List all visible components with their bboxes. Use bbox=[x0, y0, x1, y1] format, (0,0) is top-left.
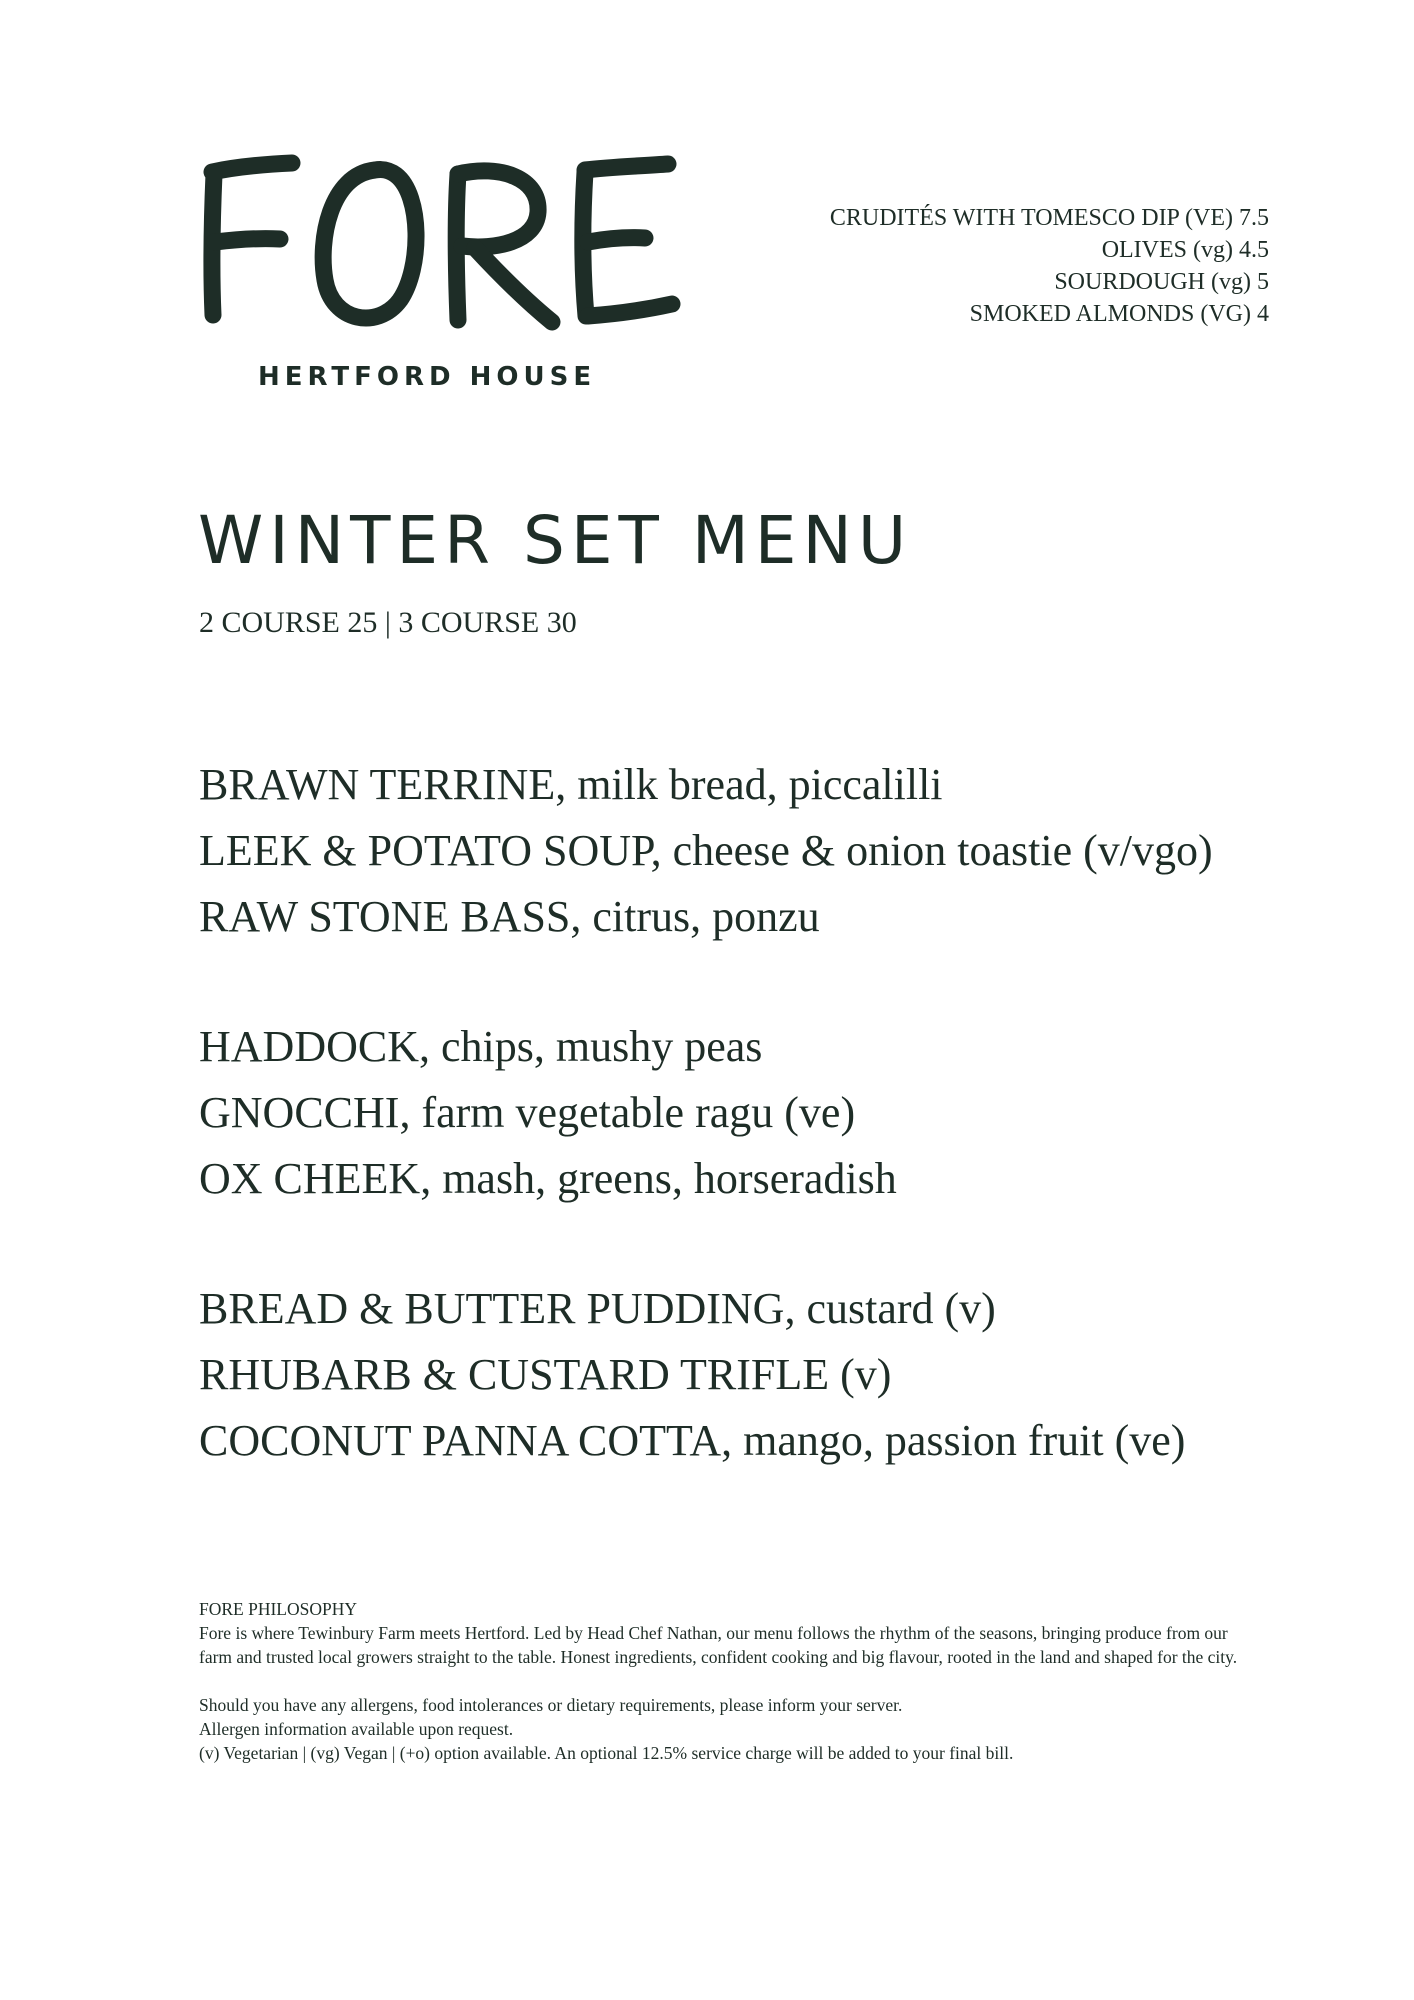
menu-price: 2 COURSE 25 | 3 COURSE 30 bbox=[199, 606, 577, 639]
menu-title: WINTER SET MENU bbox=[198, 502, 913, 579]
dish-item: LEEK & POTATO SOUP, cheese & onion toastie (v/vgo) bbox=[199, 826, 1213, 875]
dish-item: COCONUT PANNA COTTA, mango, passion fruit (ve) bbox=[199, 1416, 1186, 1465]
snack-item: SMOKED ALMONDS (VG) 4 bbox=[969, 301, 1269, 327]
dish-item: BREAD & BUTTER PUDDING, custard (v) bbox=[199, 1284, 996, 1333]
fore-logo bbox=[200, 150, 700, 340]
philosophy-heading: FORE PHILOSOPHY bbox=[199, 1599, 358, 1619]
dish-item: BRAWN TERRINE, milk bread, piccalilli bbox=[199, 760, 943, 809]
allergen-notice: Should you have any allergens, food intolerances or dietary requirements, please inform your server. bbox=[199, 1695, 903, 1715]
dietary-key: (v) Vegetarian | (vg) Vegan | (+o) option available. An optional 12.5% service charge will be added to your final bill. bbox=[199, 1743, 1014, 1763]
dish-item: GNOCCHI, farm vegetable ragu (ve) bbox=[199, 1088, 856, 1137]
snacks-list bbox=[830, 202, 1269, 330]
footer bbox=[199, 1597, 1249, 1765]
philosophy-body: Fore is where Tewinbury Farm meets Hertford. Led by Head Chef Nathan, our menu follows the rhythm of the seasons, bringing produce from our farm and trusted local growers straight to the table. Honest ingredients, confident cooking and big flavour, rooted in the land and shaped for the city. bbox=[199, 1623, 1238, 1667]
snack-item: SOURDOUGH (vg) 5 bbox=[1054, 269, 1269, 295]
dish-item: OX CHEEK, mash, greens, horseradish bbox=[199, 1154, 897, 1203]
dish-item: HADDOCK, chips, mushy peas bbox=[199, 1022, 763, 1071]
allergen-info: Allergen information available upon request. bbox=[199, 1719, 514, 1739]
fore-logo-mark bbox=[200, 150, 700, 340]
starters-group bbox=[199, 752, 1213, 950]
desserts-group bbox=[199, 1276, 1213, 1474]
dish-item: RHUBARB & CUSTARD TRIFLE (v) bbox=[199, 1350, 892, 1399]
location-subtitle: HERTFORD HOUSE bbox=[258, 362, 597, 392]
snack-item: CRUDITÉS WITH TOMESCO DIP (VE) 7.5 bbox=[829, 205, 1269, 231]
courses bbox=[199, 752, 1213, 1474]
mains-group bbox=[199, 1014, 1213, 1212]
snack-item: OLIVES (vg) 4.5 bbox=[1101, 237, 1269, 263]
dish-item: RAW STONE BASS, citrus, ponzu bbox=[199, 892, 820, 941]
